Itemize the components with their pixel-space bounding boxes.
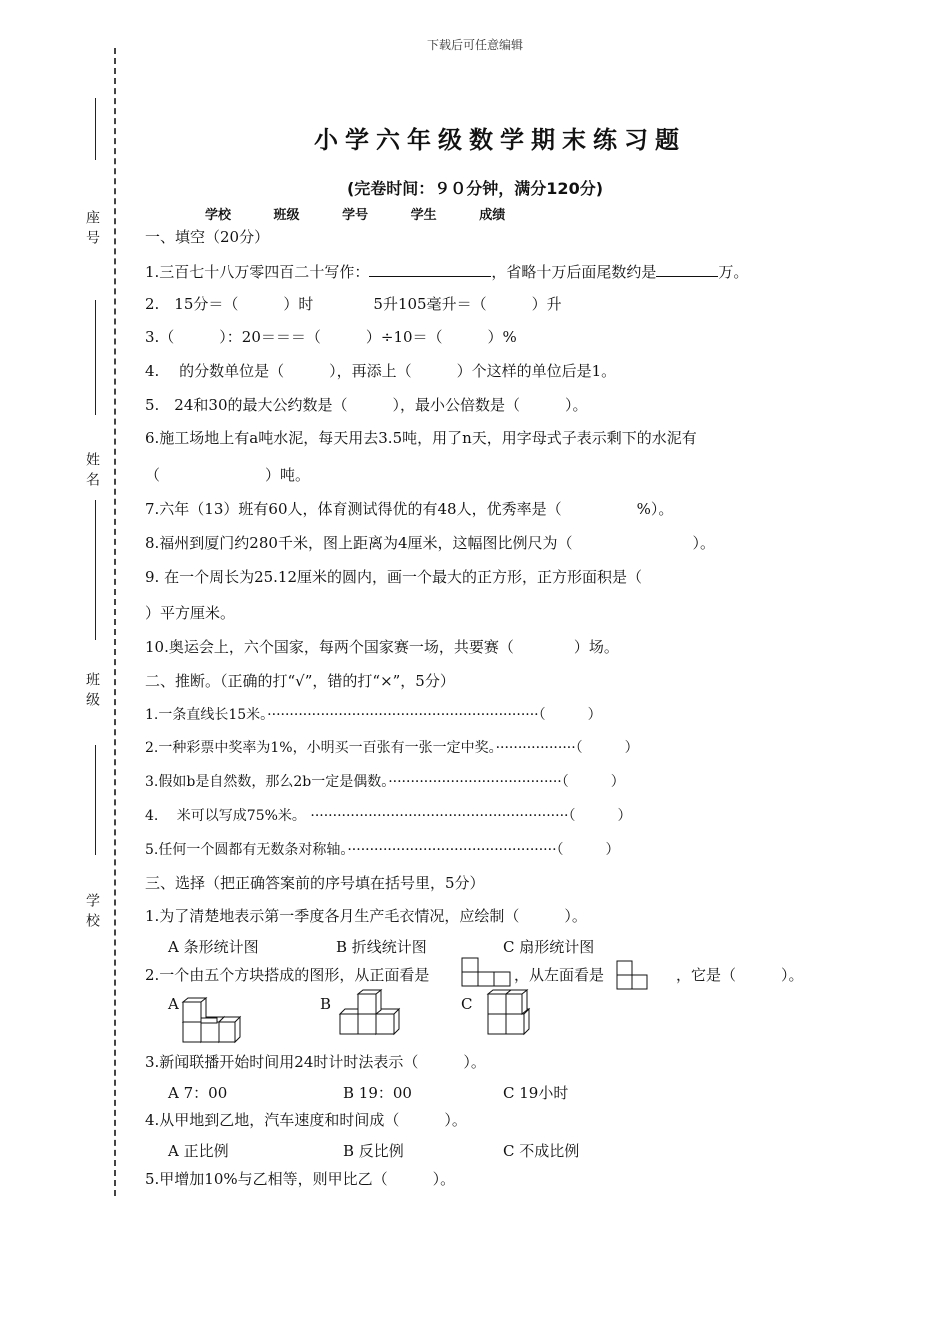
info-fields — [205, 204, 543, 223]
cube-figure-c — [486, 990, 542, 1036]
question-3-3: 3.新闻联播开始时间用24时计时法表示（ ）。 — [145, 1053, 486, 1071]
question-1-3: 3.（ ）：20＝＝＝（ ）÷10＝（ ）% — [145, 328, 517, 346]
question-1-10: 10.奥运会上，六个国家，每两个国家赛一场，共要赛（ ）场。 — [145, 638, 619, 656]
question-3-4: 4.从甲地到乙地，汽车速度和时间成（ ）。 — [145, 1111, 467, 1129]
question-3-1: 1.为了清楚地表示第一季度各月生产毛衣情况，应绘制（ ）。 — [145, 907, 587, 925]
page-title: 小学六年级数学期末练习题 — [314, 125, 686, 154]
cube-figure-b — [338, 990, 400, 1036]
section-1-heading: 一、填空（20分） — [145, 228, 270, 246]
question-1-2: 2. 15分＝（ ）时 5升105毫升＝（ ）升 — [145, 295, 562, 313]
q3-1-option-b: B 折线统计图 — [336, 938, 427, 956]
question-1-8: 8.福州到厦门约280千米，图上距离为4厘米，这幅图比例尺为（ ）。 — [145, 534, 715, 552]
question-2-5: 5.任何一个圆都有无数条对称轴。···············································（ ） — [145, 842, 620, 858]
q3-4-option-b: B 反比例 — [343, 1142, 404, 1160]
answer-blank — [656, 260, 718, 277]
cut-line — [114, 48, 116, 1196]
question-1-5: 5. 24和30的最大公约数是（ ），最小公倍数是（ ）。 — [145, 396, 588, 414]
q3-1-option-a: A 条形统计图 — [168, 938, 259, 956]
header-note: 下载后可任意编辑 — [426, 38, 523, 52]
name-label: 姓名 — [84, 452, 100, 492]
info-student: 学生 — [410, 208, 437, 223]
class-line — [95, 745, 96, 855]
name-line-top — [95, 300, 96, 415]
question-3-2-a: 2.一个由五个方块搭成的图形，从正面看是 — [145, 966, 430, 984]
q3-3-option-a: A 7：00 — [168, 1084, 228, 1102]
q3-3-option-b: B 19：00 — [343, 1084, 412, 1102]
question-1-7: 7.六年（13）班有60人，体育测试得优的有48人，优秀率是（ %）。 — [145, 500, 674, 518]
q3-4-option-a: A 正比例 — [168, 1142, 229, 1160]
q3-2-option-b: B — [320, 995, 332, 1013]
question-3-2-c: ，它是（ ）。 — [676, 966, 804, 984]
q3-4-option-c: C 不成比例 — [503, 1142, 580, 1160]
q3-2-option-c: C — [461, 995, 473, 1013]
cube-figure-a — [180, 998, 240, 1046]
question-1-9: 9. 在一个周长为25.12厘米的圆内，画一个最大的正方形，正方形面积是（ — [145, 568, 643, 586]
q3-2-option-a: A — [168, 995, 179, 1013]
section-2-heading: 二、推断。（正确的打“√”，错的打“×”，5分） — [145, 672, 455, 690]
front-view-figure — [461, 957, 513, 989]
question-3-5: 5.甲增加10%与乙相等，则甲比乙（ ）。 — [145, 1170, 456, 1188]
question-1-6-cont: （ ）吨。 — [145, 466, 311, 484]
q1-1-text-c: 万。 — [718, 263, 749, 281]
question-1-6: 6.施工场地上有a吨水泥，每天用去3.5吨，用了n天，用字母式子表示剩下的水泥有 — [145, 429, 697, 447]
left-view-figure — [616, 960, 650, 992]
school-label: 学校 — [84, 893, 100, 933]
question-2-2: 2.一种彩票中奖率为1%，小明买一百张有一张一定中奖。··················（ ） — [145, 740, 639, 756]
seat-label: 座号 — [84, 210, 100, 250]
section-3-heading: 三、选择（把正确答案前的序号填在括号里，5分） — [145, 874, 485, 892]
class-label: 班级 — [84, 672, 100, 712]
info-class: 班级 — [273, 208, 300, 223]
question-2-3: 3.假如b是自然数，那么2b一定是偶数。·······································（ ） — [145, 774, 625, 790]
q1-1-text-a: 1.三百七十八万零四百二十写作： — [145, 263, 370, 281]
page-subtitle: (完卷时间：９０分钟，满分120分) — [346, 179, 604, 198]
q1-1-text-b: ，省略十万后面尾数约是 — [491, 263, 657, 281]
answer-blank — [369, 260, 491, 277]
info-number: 学号 — [342, 208, 369, 223]
q3-3-option-c: C 19小时 — [503, 1084, 569, 1102]
question-2-1: 1.一条直线长15米。·····························································（ ） — [145, 707, 602, 723]
question-1-4: 4. 的分数单位是（ ），再添上（ ）个这样的单位后是1。 — [145, 362, 617, 380]
name-line-bottom — [95, 500, 96, 640]
q3-1-option-c: C 扇形统计图 — [503, 938, 595, 956]
info-score: 成绩 — [479, 208, 506, 223]
question-1-1 — [145, 260, 748, 282]
info-school: 学校 — [205, 208, 232, 223]
question-1-9-cont: ）平方厘米。 — [145, 604, 236, 622]
question-3-2-b: ，从左面看是 — [514, 966, 605, 984]
question-2-4: 4. 米可以写成75%米。 ··························································（ ） — [145, 808, 632, 824]
